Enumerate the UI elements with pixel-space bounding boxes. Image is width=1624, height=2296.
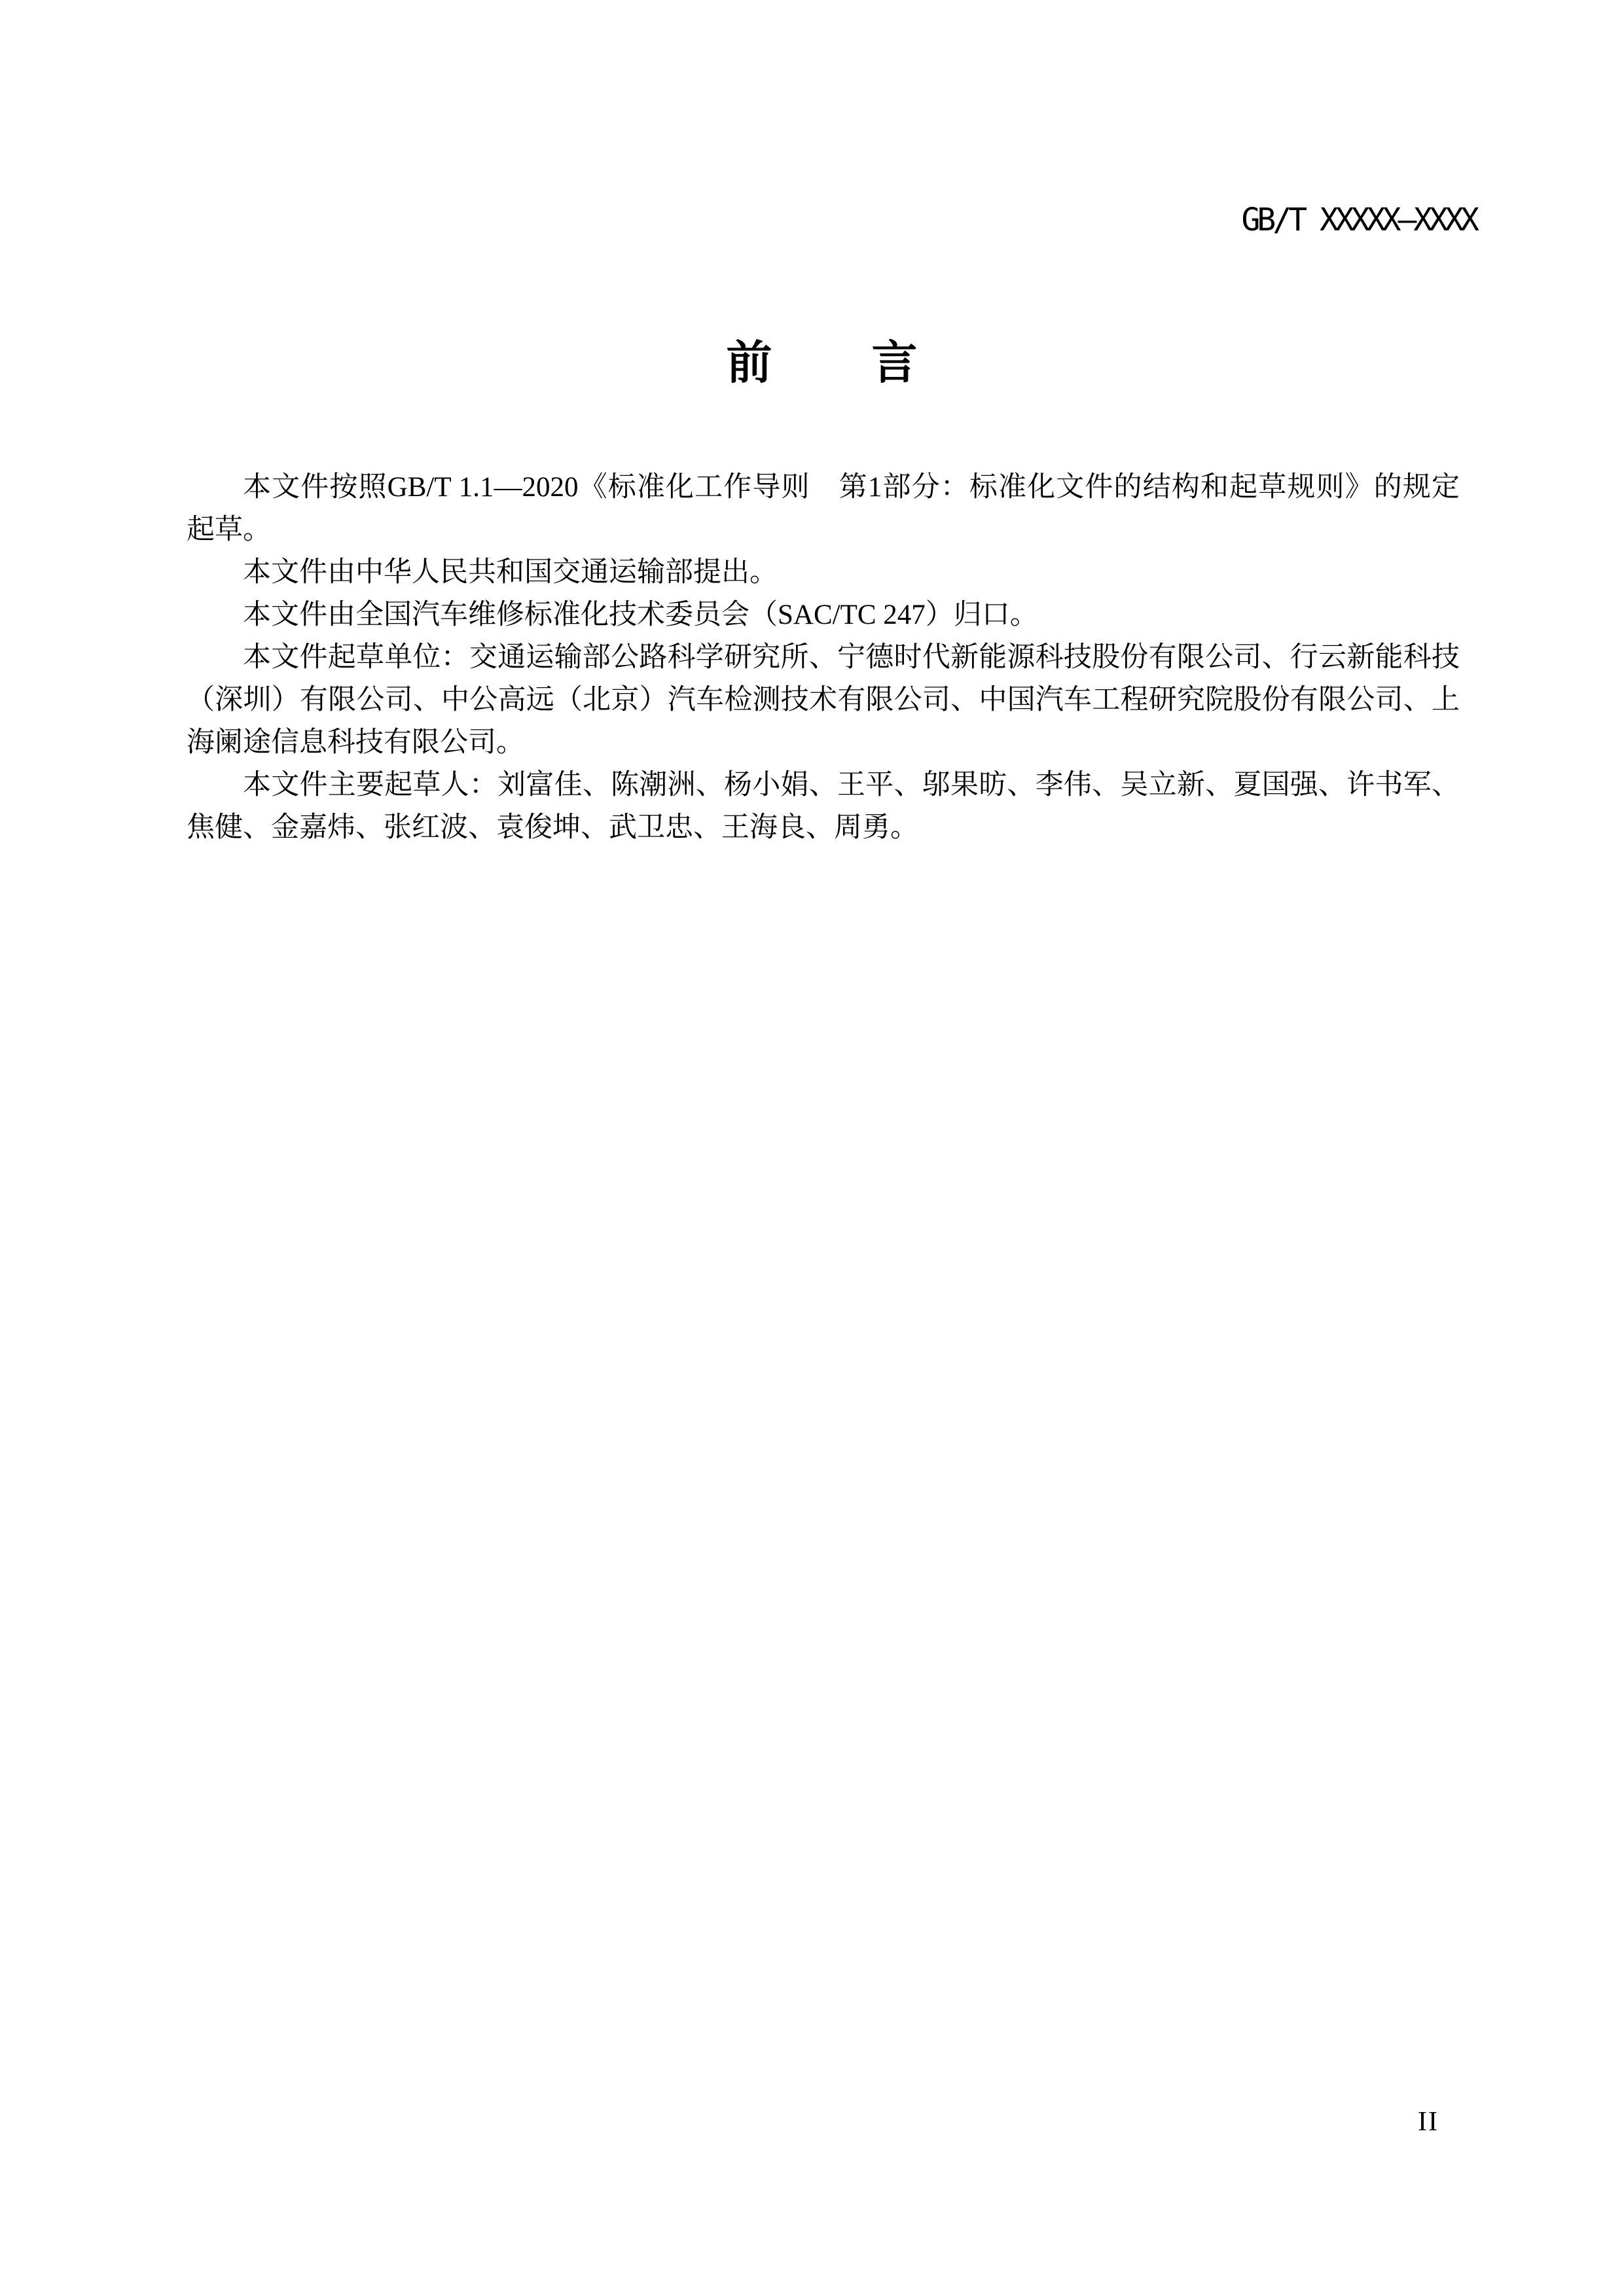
standard-number-header: GB/T XXXXX—XXXX: [1241, 202, 1476, 238]
paragraph-drafting-organizations: 本文件起草单位：交通运输部公路科学研究所、宁德时代新能源科技股份有限公司、行云新能科技（深圳）有限公司、中公高远（北京）汽车检测技术有限公司、中国汽车工程研究院股份有限公司、上海阑途信息科技有限公司。: [187, 642, 1460, 758]
page-title: 前 言: [726, 337, 920, 388]
page-number: II: [1418, 2107, 1439, 2137]
paragraph-centralized-by: 本文件由全国汽车维修标准化技术委员会（SAC/TC 247）归口。: [243, 600, 1038, 630]
foreword-body: [187, 466, 1460, 849]
paragraph-drafting-basis: 本文件按照GB/T 1.1—2020《标准化工作导则 第1部分：标准化文件的结构和起草规则》的规定起草。: [187, 472, 1460, 545]
paragraph-drafters: 本文件主要起草人：刘富佳、陈潮洲、杨小娟、王平、邬果昉、李伟、吴立新、夏国强、许书军、焦健、金嘉炜、张红波、袁俊坤、武卫忠、王海良、周勇。: [187, 770, 1460, 843]
paragraph-proposed-by: 本文件由中华人民共和国交通运输部提出。: [243, 557, 778, 588]
